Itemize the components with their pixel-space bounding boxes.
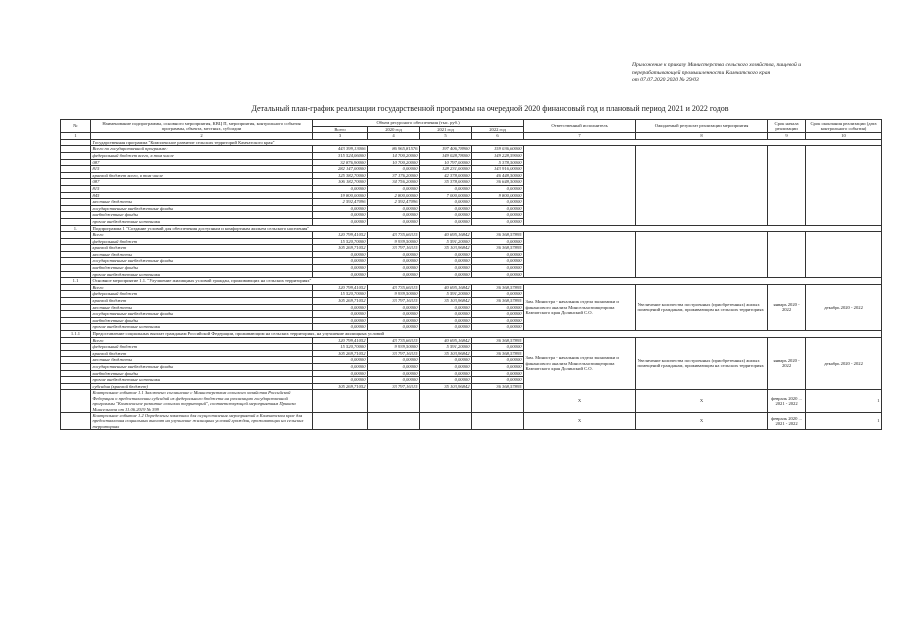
- col-index: 9: [768, 133, 806, 140]
- row-number: [61, 271, 91, 278]
- value-total: 0,00000: [313, 317, 368, 324]
- value-2021: 149 028,78000: [420, 152, 472, 159]
- value-2021: 0,00000: [420, 258, 472, 265]
- row-label: местные бюджеты: [91, 357, 313, 364]
- row-number: 1.1: [61, 278, 91, 285]
- value-2021: 0,00000: [420, 205, 472, 212]
- value-2021: 0,00000: [420, 199, 472, 206]
- event-x-mark: X: [524, 412, 636, 429]
- row-label: краевой бюджет: [91, 298, 313, 305]
- col-result: Ожидаемый результат реализации мероприятия: [636, 120, 768, 133]
- value-2022: 0,00000: [472, 258, 524, 265]
- value-total: 0,00000: [313, 218, 368, 225]
- value-2020: 0,00000: [368, 258, 420, 265]
- value-2022: 36 368,57895: [472, 383, 524, 390]
- control-event-row: [61, 412, 882, 429]
- row-label: 815: [91, 185, 313, 192]
- value-2022: 0,00000: [472, 304, 524, 311]
- value-2020: 0,00000: [368, 357, 420, 364]
- value-2022: 0,00000: [472, 324, 524, 331]
- value-total: 105 269,71052: [313, 298, 368, 305]
- section-title: Подпрограмма 1 "Создание условий для обеспечения доступным и комфортным жильем сельского населения": [91, 225, 882, 232]
- value-2022: 159 036,60000: [472, 146, 524, 153]
- value-2021: 0,00000: [420, 357, 472, 364]
- row-number: [61, 232, 91, 239]
- value-2020: 0,00000: [368, 185, 420, 192]
- col-2020: 2020 год: [368, 126, 420, 133]
- value-2020: 9 939,50000: [368, 238, 420, 245]
- subprogram-title-row: [61, 225, 882, 232]
- row-label: федеральный бюджет: [91, 238, 313, 245]
- value-2021: 0,00000: [420, 363, 472, 370]
- value-2022: 0,00000: [472, 218, 524, 225]
- value-2021: 10 797,00000: [420, 159, 472, 166]
- value-2020: 0,00000: [368, 212, 420, 219]
- row-label: Всего по государственной программе:: [91, 146, 313, 153]
- result-cell: Увеличение количества построенных (приобретенных) жилых помещений гражданам, проживающим на сельских территориях: [636, 337, 768, 390]
- value-total: 15 520,70000: [313, 344, 368, 351]
- value-total: [313, 412, 368, 429]
- col-period: Срок окончания реализации (дата контрольного события): [806, 120, 882, 133]
- col-responsible: Ответственный исполнитель: [524, 120, 636, 133]
- row-label: местные бюджеты: [91, 251, 313, 258]
- row-label: 815: [91, 166, 313, 173]
- row-number: [61, 284, 91, 291]
- event-number: 1: [806, 412, 882, 429]
- value-2022: 0,00000: [472, 377, 524, 384]
- appendix-line: Приложение к приказу Министерства сельского хозяйства, пищевой и: [632, 62, 802, 68]
- value-2020: 33 797,16315: [368, 245, 420, 252]
- value-total: 0,00000: [313, 377, 368, 384]
- value-2020: 10 700,20000: [368, 159, 420, 166]
- value-2022: 149 228,59000: [472, 152, 524, 159]
- row-number: [61, 238, 91, 245]
- row-number: [61, 179, 91, 186]
- section-title: Основное мероприятие 1.1. "Улучшение жилищных условий граждан, проживающих на сельских территориях": [91, 278, 882, 285]
- row-number: 1.1.1: [61, 331, 91, 338]
- row-number: [61, 139, 91, 146]
- col-index: 8: [636, 133, 768, 140]
- value-2020: 9 939,50000: [368, 291, 420, 298]
- row-number: [61, 166, 91, 173]
- value-total: 0,00000: [313, 311, 368, 318]
- value-total: 0,00000: [313, 185, 368, 192]
- row-number: [61, 172, 91, 179]
- col-index: 5: [420, 133, 472, 140]
- value-2021: 0,00000: [420, 304, 472, 311]
- value-2021: 0,00000: [420, 377, 472, 384]
- row-label: государственные внебюджетные фонды: [91, 205, 313, 212]
- row-label: государственные внебюджетные фонды: [91, 258, 313, 265]
- table-row: [61, 146, 882, 153]
- value-2020: 0,00000: [368, 218, 420, 225]
- row-label: краевой бюджет всего, в том числе: [91, 172, 313, 179]
- row-label: 845: [91, 192, 313, 199]
- row-number: [61, 311, 91, 318]
- row-number: [61, 324, 91, 331]
- event-x-mark: X: [636, 390, 768, 413]
- row-label: внебюджетные фонды: [91, 212, 313, 219]
- event-x-mark: X: [636, 412, 768, 429]
- event-x-mark: X: [524, 390, 636, 413]
- value-total: 0,00000: [313, 363, 368, 370]
- row-label: прочие внебюджетные источники: [91, 271, 313, 278]
- value-2021: [420, 412, 472, 429]
- col-index: 2: [91, 133, 313, 140]
- value-2020: 33 797,16315: [368, 383, 420, 390]
- row-number: [61, 291, 91, 298]
- row-number: [61, 152, 91, 159]
- value-2022: 36 368,57895: [472, 245, 524, 252]
- value-2022: 0,00000: [472, 317, 524, 324]
- section-title: Предоставление социальных выплат гражданам Российской Федерации, проживающим на сельских территориях, на улучшение жилищных условий: [91, 331, 882, 338]
- row-label: краевой бюджет: [91, 350, 313, 357]
- table-row: [61, 232, 882, 239]
- event-number: 1: [806, 390, 882, 413]
- row-number: [61, 350, 91, 357]
- value-2020: 0,00000: [368, 363, 420, 370]
- value-total: 15 520,70000: [313, 238, 368, 245]
- value-2021: 35 378,00000: [420, 179, 472, 186]
- deadline-cell: январь 2020 - 2022: [768, 284, 806, 330]
- section-title: Государственная программа "Комплексное развитие сельских территорий Камчатского края": [91, 139, 882, 146]
- value-2020: 0,00000: [368, 265, 420, 272]
- col-index: 6: [472, 133, 524, 140]
- value-total: [313, 390, 368, 413]
- period-cell: декабрь 2020 - 2022: [806, 337, 882, 390]
- col-index: 1: [61, 133, 91, 140]
- appendix-note: [632, 62, 862, 85]
- value-2022: 46 448,50000: [472, 172, 524, 179]
- row-number: [61, 298, 91, 305]
- row-label: Всего: [91, 284, 313, 291]
- table-body: [61, 139, 882, 429]
- row-label: государственные внебюджетные фонды: [91, 311, 313, 318]
- row-number: [61, 218, 91, 225]
- row-number: [61, 159, 91, 166]
- value-2021: 7 000,00000: [420, 192, 472, 199]
- value-2022: 0,00000: [472, 212, 524, 219]
- value-2022: [472, 412, 524, 429]
- row-label: 087: [91, 159, 313, 166]
- responsible-cell: [524, 146, 636, 225]
- period-cell: [806, 146, 882, 225]
- value-2022: 36 368,57895: [472, 337, 524, 344]
- value-2022: 0,00000: [472, 265, 524, 272]
- value-2021: 0,00000: [420, 324, 472, 331]
- row-number: [61, 370, 91, 377]
- value-2020: 0,00000: [368, 205, 420, 212]
- responsible-cell: [524, 232, 636, 278]
- deadline-cell: [768, 232, 806, 278]
- row-number: [61, 192, 91, 199]
- plan-table: [60, 119, 882, 430]
- value-total: 125 382,70000: [313, 172, 368, 179]
- value-2022: 0,00000: [472, 357, 524, 364]
- value-total: 0,00000: [313, 212, 368, 219]
- col-name: Наименование подпрограммы, основного мероприятия, КВЦ П, мероприятия, контрольного события программы, объекта, местных, субсидии: [91, 120, 313, 133]
- row-number: [61, 258, 91, 265]
- event-text: Контрольное событие 1.1 Заключено соглашение с Министерством сельского хозяйства Российской Федерации о предоставлении субсидий из федерального бюджета на реализацию государственной программы "Комплексное развитие сельских территорий", соответствующей мероприятиям Приказа Минсельхоза от 11.06.2019 № 399: [91, 390, 313, 413]
- value-total: 120 799,41052: [313, 232, 368, 239]
- value-2022: 0,00000: [472, 344, 524, 351]
- value-total: 15 520,70000: [313, 291, 368, 298]
- row-number: [61, 205, 91, 212]
- column-index-row: [61, 133, 882, 140]
- value-2020: 43 735,66315: [368, 232, 420, 239]
- value-total: 315 524,06000: [313, 152, 368, 159]
- row-label: прочие внебюджетные источники: [91, 324, 313, 331]
- value-2021: 35 103,96842: [420, 298, 472, 305]
- value-2021: 5 591,20000: [420, 238, 472, 245]
- row-number: [61, 357, 91, 364]
- value-2022: 0,00000: [472, 363, 524, 370]
- control-event-row: [61, 390, 882, 413]
- value-2021: 0,00000: [420, 311, 472, 318]
- value-total: 0,00000: [313, 258, 368, 265]
- value-total: 2 592,47096: [313, 199, 368, 206]
- row-label: внебюджетные фонды: [91, 317, 313, 324]
- value-2021: 40 695,16842: [420, 284, 472, 291]
- value-2020: 0,00000: [368, 317, 420, 324]
- value-total: 32 876,90000: [313, 159, 368, 166]
- value-2020: 0,00000: [368, 311, 420, 318]
- value-2020: [368, 390, 420, 413]
- table-header-row: [61, 120, 882, 127]
- value-2020: 37 176,20000: [368, 172, 420, 179]
- value-total: 0,00000: [313, 304, 368, 311]
- value-total: 0,00000: [313, 370, 368, 377]
- row-label: федеральный бюджет всего, в том числе: [91, 152, 313, 159]
- value-total: 0,00000: [313, 251, 368, 258]
- value-2022: 36 368,57895: [472, 284, 524, 291]
- col-index: 10: [806, 133, 882, 140]
- value-total: 120 799,41052: [313, 284, 368, 291]
- value-2020: 2 800,00000: [368, 192, 420, 199]
- value-2021: 40 695,16842: [420, 337, 472, 344]
- row-number: [61, 251, 91, 258]
- row-number: [61, 199, 91, 206]
- col-index: 3: [313, 133, 368, 140]
- result-cell: [636, 232, 768, 278]
- deadline-cell: [768, 146, 806, 225]
- event-deadline: февраль 2020 ... 2021 - 2022: [768, 412, 806, 429]
- value-2022: 0,00000: [472, 205, 524, 212]
- value-2021: 0,00000: [420, 212, 472, 219]
- value-2021: 0,00000: [420, 218, 472, 225]
- value-2021: 197 406,78900: [420, 146, 472, 153]
- row-number: [61, 212, 91, 219]
- value-2022: 0,00000: [472, 311, 524, 318]
- col-2022: 2022 год: [472, 126, 524, 133]
- row-number: [61, 317, 91, 324]
- appendix-line: от 07.07.2020 2020 № 29/03: [632, 77, 699, 84]
- value-total: 105 269,71052: [313, 245, 368, 252]
- value-2020: 0,00000: [368, 166, 420, 173]
- value-2022: 0,00000: [472, 271, 524, 278]
- value-2020: 2 592,47096: [368, 199, 420, 206]
- value-total: 120 799,41052: [313, 337, 368, 344]
- measure-title-row: [61, 278, 882, 285]
- value-2022: 143 916,00000: [472, 166, 524, 173]
- row-number: [61, 363, 91, 370]
- col-index: 4: [368, 133, 420, 140]
- value-2022: 0,00000: [472, 251, 524, 258]
- row-label: внебюджетные фонды: [91, 370, 313, 377]
- value-2022: 36 368,57895: [472, 298, 524, 305]
- value-2022: 5 378,50000: [472, 159, 524, 166]
- value-2021: 0,00000: [420, 265, 472, 272]
- value-2021: 35 103,96842: [420, 350, 472, 357]
- value-2022: 0,00000: [472, 291, 524, 298]
- responsible-cell: Зам. Министра - начальник отдела экономики и финансового анализа Минсельхозпищепрома Камчатского края Долинский С.О.: [524, 337, 636, 390]
- value-total: 282 147,00000: [313, 166, 368, 173]
- event-deadline: февраль 2020 ... 2021 - 2022: [768, 390, 806, 413]
- value-total: 106 182,70000: [313, 179, 368, 186]
- col-index: 7: [524, 133, 636, 140]
- row-number: [61, 377, 91, 384]
- row-label: Всего: [91, 232, 313, 239]
- row-label: местные бюджеты: [91, 304, 313, 311]
- row-number: [61, 383, 91, 390]
- value-2021: 35 103,96842: [420, 383, 472, 390]
- row-label: 087: [91, 179, 313, 186]
- row-number: [61, 304, 91, 311]
- value-total: 0,00000: [313, 324, 368, 331]
- row-label: прочие внебюджетные источники: [91, 377, 313, 384]
- value-total: 0,00000: [313, 357, 368, 364]
- row-label: федеральный бюджет: [91, 344, 313, 351]
- value-total: 105 269,71052: [313, 350, 368, 357]
- appendix-line: перерабатывающей промышленности Камчатского края: [632, 69, 771, 76]
- row-label: внебюджетные фонды: [91, 265, 313, 272]
- value-2020: 0,00000: [368, 324, 420, 331]
- value-2020: 9 939,50000: [368, 344, 420, 351]
- row-number: [61, 390, 91, 413]
- responsible-cell: Зам. Министра - начальник отдела экономики и финансового анализа Минсельхозпищепрома Камчатского края Долинский С.О.: [524, 284, 636, 330]
- value-2020: 14 700,20000: [368, 152, 420, 159]
- row-number: [61, 412, 91, 429]
- deadline-cell: январь 2020 - 2022: [768, 337, 806, 390]
- value-2022: 36 368,57895: [472, 350, 524, 357]
- value-2021: 42 378,00000: [420, 172, 472, 179]
- result-cell: Увеличение количества построенных (приобретенных) жилых помещений гражданам, проживающим на сельских территориях: [636, 284, 768, 330]
- event-text: Контрольное событие 1.2 Определены заказчики для осуществления мероприятий в Камчатском крае для предоставления социальных выплат на улучшение жилищных условий граждан, проживающих на сельских территориях: [91, 412, 313, 429]
- page-title: Детальный план-график реализации государственной программы на очередной 2020 финансовый год и плановый период 2021 и 2022 годов: [251, 104, 729, 113]
- value-2020: 34 756,20000: [368, 179, 420, 186]
- value-2022: 36 368,57895: [472, 232, 524, 239]
- value-2022: 0,00000: [472, 238, 524, 245]
- result-cell: [636, 146, 768, 225]
- row-number: [61, 185, 91, 192]
- col-deadline: Срок начала реализации: [768, 120, 806, 133]
- row-label: прочие внебюджетные источники: [91, 218, 313, 225]
- value-total: 105 269,71052: [313, 383, 368, 390]
- row-number: [61, 337, 91, 344]
- value-2021: 35 103,96842: [420, 245, 472, 252]
- row-label: Всего: [91, 337, 313, 344]
- value-2021: 0,00000: [420, 185, 472, 192]
- row-number: [61, 344, 91, 351]
- value-2021: 5 591,20000: [420, 291, 472, 298]
- period-cell: декабрь 2020 - 2022: [806, 284, 882, 330]
- row-number: [61, 265, 91, 272]
- value-2020: 0,00000: [368, 271, 420, 278]
- row-number: 1.: [61, 225, 91, 232]
- value-2020: 0,00000: [368, 304, 420, 311]
- col-volume: Объем ресурсного обеспечения (тыс. руб.): [313, 120, 524, 127]
- value-2020: 0,00000: [368, 377, 420, 384]
- value-2021: 0,00000: [420, 271, 472, 278]
- value-2020: 0,00000: [368, 251, 420, 258]
- value-total: 19 800,00000: [313, 192, 368, 199]
- row-label: краевой бюджет: [91, 245, 313, 252]
- row-label: субсидия (краевой бюджет): [91, 383, 313, 390]
- value-total: 0,00000: [313, 271, 368, 278]
- value-total: 443 399,13006: [313, 146, 368, 153]
- value-2022: 0,00000: [472, 370, 524, 377]
- value-2021: 0,00000: [420, 251, 472, 258]
- program-title-row: [61, 139, 882, 146]
- period-cell: [806, 232, 882, 278]
- measure-title-row: [61, 331, 882, 338]
- value-total: 0,00000: [313, 205, 368, 212]
- value-2020: 33 797,16315: [368, 350, 420, 357]
- value-2021: 0,00000: [420, 317, 472, 324]
- value-2020: 0,00000: [368, 370, 420, 377]
- row-label: государственные внебюджетные фонды: [91, 363, 313, 370]
- value-2022: 0,00000: [472, 199, 524, 206]
- table-row: [61, 337, 882, 344]
- value-total: 0,00000: [313, 265, 368, 272]
- row-number: [61, 245, 91, 252]
- row-label: федеральный бюджет: [91, 291, 313, 298]
- row-number: [61, 146, 91, 153]
- value-2020: 33 797,16315: [368, 298, 420, 305]
- value-2020: [368, 412, 420, 429]
- value-2020: 43 735,66315: [368, 337, 420, 344]
- value-2021: [420, 390, 472, 413]
- value-2021: 5 591,20000: [420, 344, 472, 351]
- value-2022: 9 800,00000: [472, 192, 524, 199]
- col-2021: 2021 год: [420, 126, 472, 133]
- col-num: №: [61, 120, 91, 133]
- value-2020: 43 735,66315: [368, 284, 420, 291]
- value-2022: [472, 390, 524, 413]
- row-label: местные бюджеты: [91, 199, 313, 206]
- value-2021: 128 231,00000: [420, 166, 472, 173]
- value-2021: 0,00000: [420, 370, 472, 377]
- value-2022: 36 648,50000: [472, 179, 524, 186]
- col-total: Всего: [313, 126, 368, 133]
- table-row: [61, 284, 882, 291]
- value-2021: 40 695,16842: [420, 232, 472, 239]
- value-2020: 86 965,81576: [368, 146, 420, 153]
- value-2022: 0,00000: [472, 185, 524, 192]
